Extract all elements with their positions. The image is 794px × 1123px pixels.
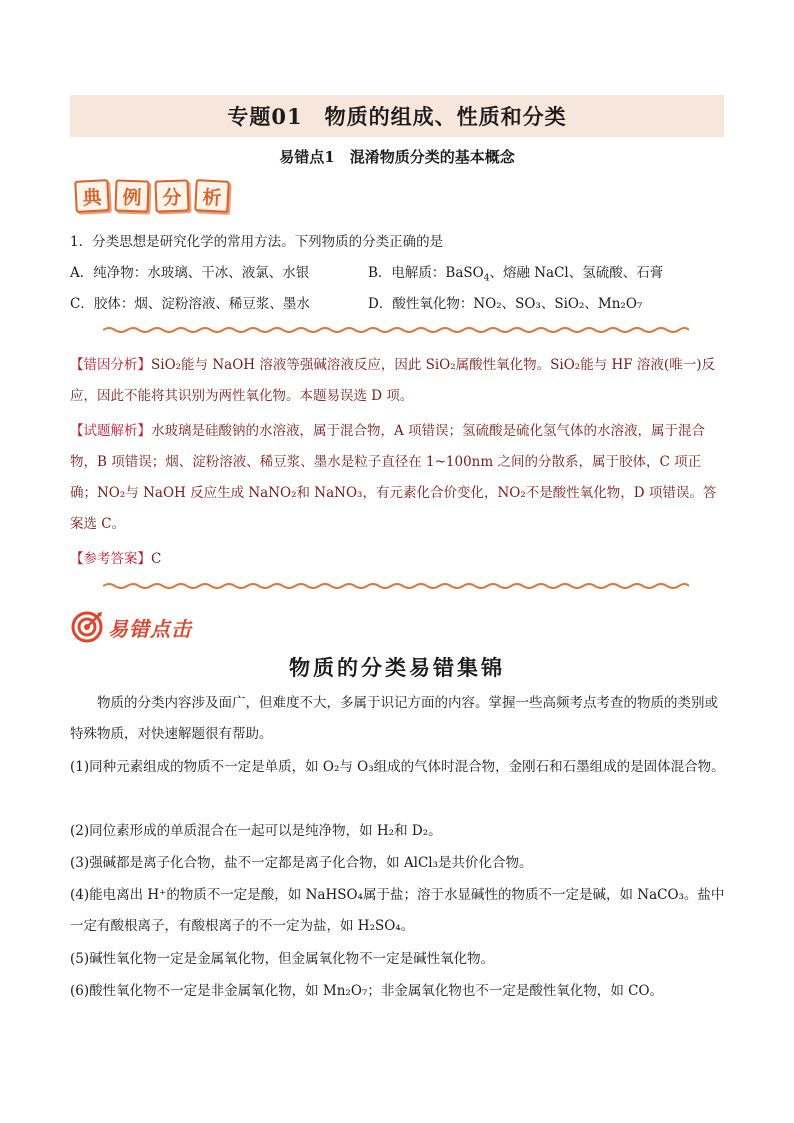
section-title: 物质的分类易错集锦 bbox=[289, 655, 505, 680]
list-item: (5)碱性氧化物一定是金属氧化物，但金属氧化物不一定是碱性氧化物。 bbox=[70, 951, 495, 967]
page-title bbox=[70, 95, 724, 137]
stamp-char: 析 bbox=[194, 179, 230, 213]
option-b-sub: 4 bbox=[483, 273, 490, 284]
list-item: (2)同位素形成的单质混合在一起可以是纯净物，如 H₂和 D₂。 bbox=[70, 823, 442, 839]
option-b-post: 、熔融 NaCl、氢硫酸、石膏 bbox=[489, 265, 664, 281]
target-icon bbox=[70, 610, 104, 644]
list-item: (3)强碱都是离子化合物，盐不一定都是离子化合物，如 AlCl₃是共价化合物。 bbox=[70, 855, 533, 871]
option-d: D．酸性氧化物：NO₂、SO₃、SiO₂、Mn₂O₇ bbox=[368, 296, 643, 312]
wavy-divider bbox=[103, 582, 689, 590]
section-subtitle: 易错点1 混淆物质分类的基本概念 bbox=[279, 148, 515, 166]
list-item: (1)同种元素组成的物质不一定是单质，如 O₂与 O₃组成的气体时混合物，金刚石和石墨组成的是固体混合物。 bbox=[70, 759, 725, 775]
tip-heading bbox=[70, 610, 192, 644]
stamp-char: 例 bbox=[114, 179, 149, 212]
answer-value: C bbox=[151, 551, 162, 567]
question-stem: 1．分类思想是研究化学的常用方法。下列物质的分类正确的是 bbox=[70, 234, 444, 250]
option-b bbox=[368, 261, 663, 284]
solution bbox=[70, 416, 726, 540]
page-title-text: 专题01 物质的组成、性质和分类 bbox=[227, 104, 567, 129]
intro-paragraph: 物质的分类内容涉及面广，但难度不大，多属于识记方面的内容。掌握一些高频考点考查的物质的类别或特殊物质，对快速解题很有帮助。 bbox=[70, 695, 718, 742]
answer-label: 【参考答案】 bbox=[70, 551, 151, 567]
wavy-divider bbox=[103, 326, 689, 334]
solution-label: 【试题解析】 bbox=[70, 423, 151, 439]
tip-label: 易错点击 bbox=[108, 616, 192, 641]
solution-text: 水玻璃是硅酸钠的水溶液，属于混合物，A 项错误；氢硫酸是硫化氢气体的水溶液，属于混合物，B 项错误；烟、淀粉溶液、稀豆浆、墨水是粒子直径在 1~100nm 之间的分散系，属于胶体，C 项正确；NO₂与 NaOH 反应生成 NaNO₂和 NaNO₃，有元素化合价变化，NO₂不是酸性氧化物，D 项错误。答案选 C。 bbox=[70, 423, 717, 532]
stamp-char: 分 bbox=[154, 179, 189, 212]
option-a: A．纯净物：水玻璃、干冰、液氯、水银 bbox=[70, 265, 310, 281]
list-item: (6)酸性氧化物不一定是非金属氧化物，如 Mn₂O₇；非金属氧化物也不一定是酸性氧化物，如 CO。 bbox=[70, 983, 664, 999]
option-c: C．胶体：烟、淀粉溶液、稀豆浆、墨水 bbox=[70, 296, 310, 312]
stamp-char: 典 bbox=[74, 179, 110, 213]
error-analysis-label: 【错因分析】 bbox=[70, 357, 151, 373]
example-analysis-stamp bbox=[75, 180, 229, 212]
option-b-pre: B．电解质：BaSO bbox=[368, 265, 484, 281]
error-analysis bbox=[70, 350, 726, 412]
error-analysis-text: SiO₂能与 NaOH 溶液等强碱溶液反应，因此 SiO₂属酸性氧化物。SiO₂能与 HF 溶液(唯一)反应，因此不能将其识别为两性氧化物。本题易误选 D 项。 bbox=[70, 357, 715, 404]
list-item: (4)能电离出 H⁺的物质不一定是酸，如 NaHSO₄属于盐；溶于水显碱性的物质不一定是碱，如 NaCO₃。盐中一定有酸根离子，有酸根离子的不一定为盐，如 H₂SO₄。 bbox=[70, 887, 725, 934]
answer bbox=[70, 544, 726, 575]
